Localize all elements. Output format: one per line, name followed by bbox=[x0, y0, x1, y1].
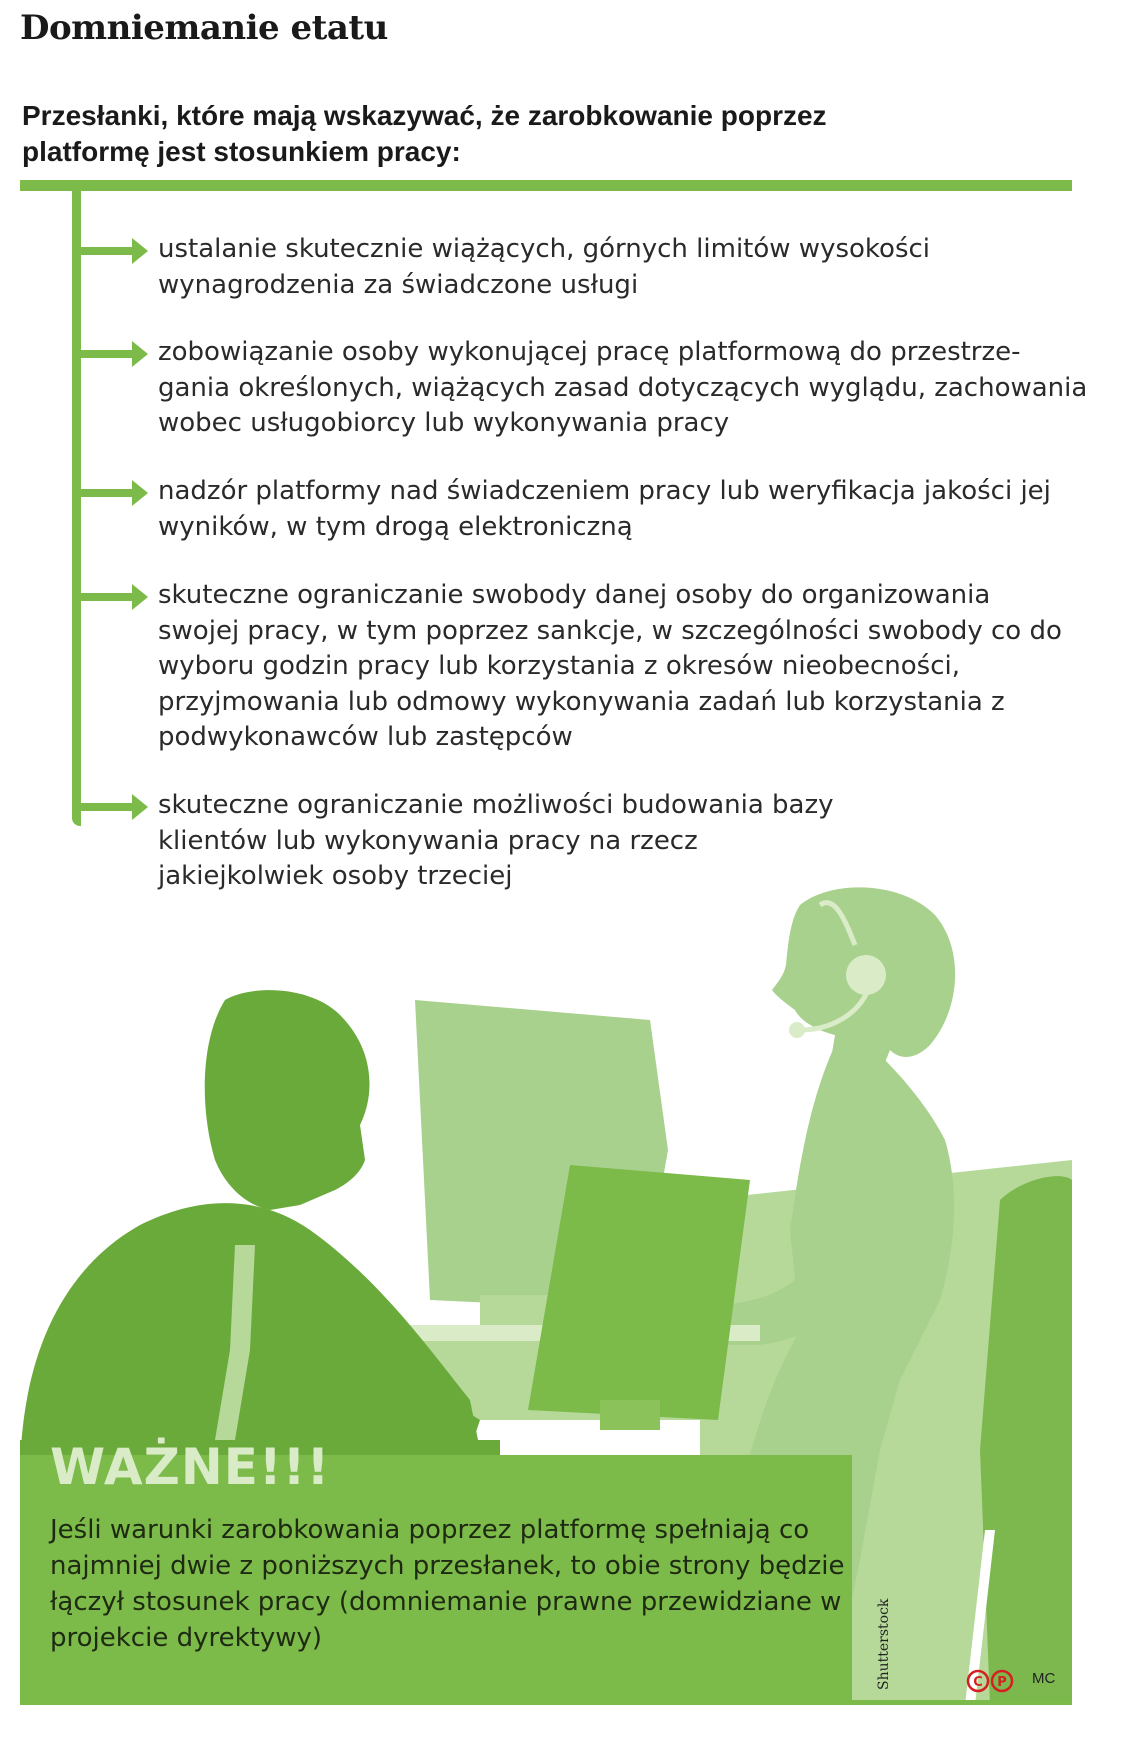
headset-mic bbox=[789, 1022, 805, 1038]
cp-logo-icon bbox=[966, 1668, 1016, 1694]
front-monitor-stand bbox=[600, 1400, 660, 1430]
important-title: WAŻNE!!! bbox=[50, 1438, 331, 1496]
list-item-text: ustalanie skutecznie wiążących, górnych limitów wysokości wynagrodzenia za świadczone usługi bbox=[158, 234, 931, 300]
list-item-text: skuteczne ograniczanie swobody danej osoby do organizowania swojej pracy, w tym poprzez sankcje, w szczególności swobody co do wyboru godzin pracy lub korzystania z okresów nieobecności, przyjmowania lub odmowy wykonywania zadań lub korzystania z podwykonawców lub zastępców bbox=[158, 580, 1062, 752]
page-subtitle: Przesłanki, które mają wskazywać, że zarobkowanie poprzez platformę jest stosunkiem pracy: bbox=[22, 100, 827, 167]
list-item-text: nadzór platformy nad świadczeniem pracy lub weryfikacja jakości jej wyników, w tym drogą elektroniczną bbox=[158, 476, 1051, 542]
headset-earpiece bbox=[846, 955, 886, 995]
important-text: Jeśli warunki zarobkowania poprzez platformę spełniają co najmniej dwie z poniższych przesłanek, to obie strony będzie łączył stosunek pracy (domniemanie prawne przewidziane w projekcie dyrektywy) bbox=[50, 1515, 845, 1653]
svg-text:P: P bbox=[997, 1675, 1007, 1690]
author-initials: MC bbox=[1032, 1670, 1056, 1687]
page-title: Domniemanie etatu bbox=[20, 8, 388, 48]
list-item-text: skuteczne ograniczanie możliwości budowania bazy klientów lub wykonywania pracy na rzecz jakiejkolwiek osoby trzeciej bbox=[158, 790, 834, 891]
svg-text:C: C bbox=[973, 1675, 983, 1690]
photo-credit: Shutterstock bbox=[876, 1598, 892, 1690]
list-item-text: zobowiązanie osoby wykonującej pracę platformową do przestrze-gania określonych, wiążących zasad dotyczących wyglądu, zachowania wobec usługobiorcy lub wykonywania pracy bbox=[158, 337, 1088, 438]
bottom-divider bbox=[20, 1700, 1072, 1705]
